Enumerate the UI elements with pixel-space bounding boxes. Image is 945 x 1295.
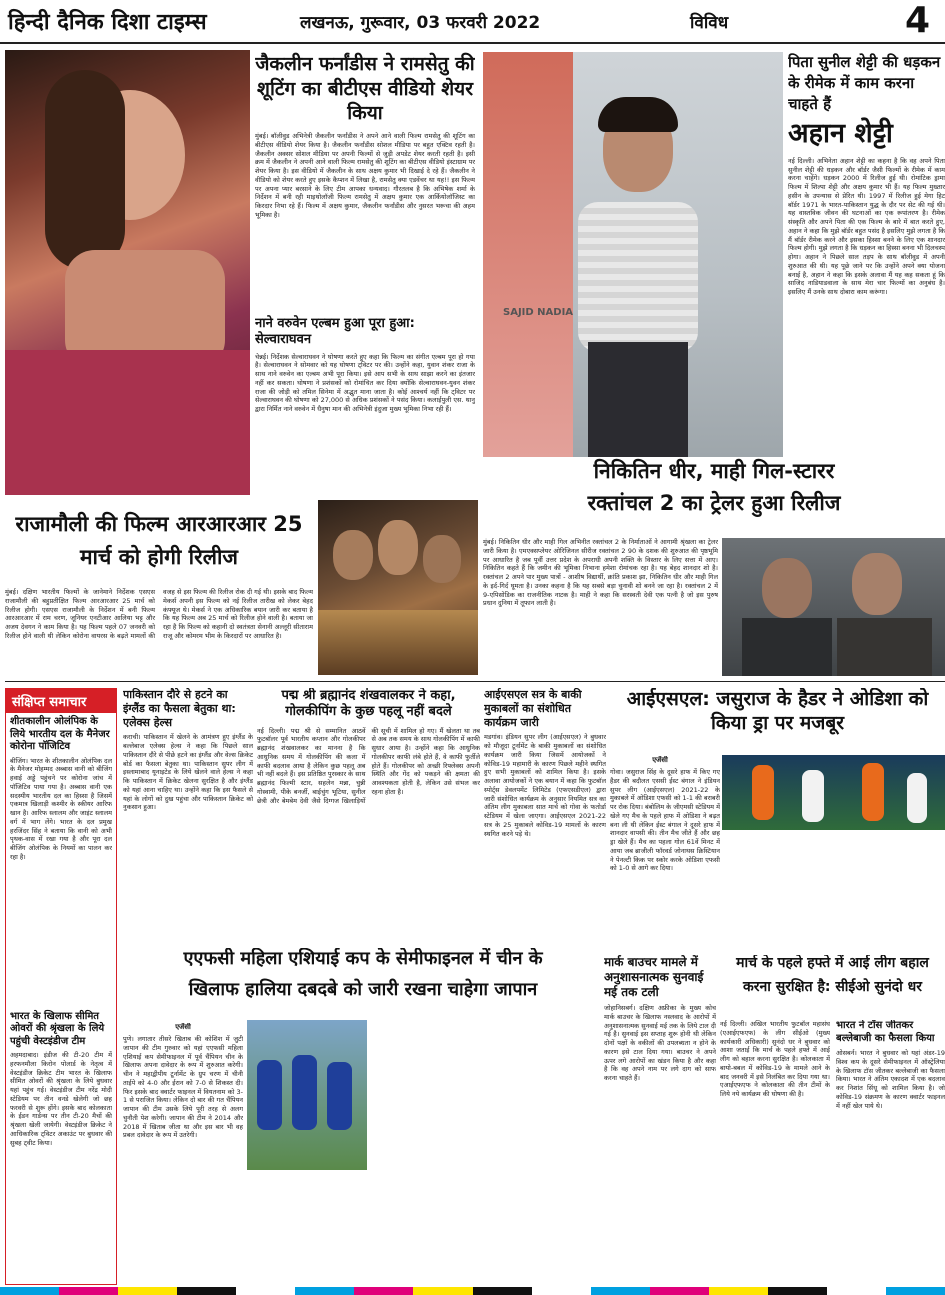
- afc-headline: [123, 948, 603, 1018]
- page-number: 4: [905, 0, 931, 41]
- isl-draw-byline: एजेंसी: [652, 756, 668, 764]
- dateline: लखनऊ, गुरूवार, 03 फरवरी 2022: [300, 13, 541, 33]
- selva-subhead: नाने वरुवेन एल्बम हुआ पूरा हुआ: सेल्वाराघवन: [255, 316, 415, 348]
- isl-match-photo: [722, 755, 945, 830]
- boucher-article: [604, 955, 716, 1285]
- eng-pak-headline: पाकिस्तान दौरे से हटने का इंग्लैंड का फैसला बेतुका था: एलेक्स हेल्स: [123, 688, 236, 729]
- rakhtanchal-headline-1: निकितिन धीर, माही गिल-स्टारर: [593, 459, 835, 483]
- news-brief-sidebar: [5, 688, 117, 1285]
- isl-draw-article: [610, 768, 720, 953]
- brahmanand-article: [257, 688, 480, 943]
- news-brief-header: संक्षिप्त समाचार: [6, 689, 116, 713]
- paper-name: हिन्दी दैनिक दिशा टाइम्स: [8, 9, 207, 35]
- brief-1-headline: शीतकालीन ओलंपिक के लिये भारतीय दल के मैनेजर कोरोना पॉजिटिव: [10, 716, 110, 752]
- league-body: नई दिल्ली। अखिल भारतीय फुटबॉल महासंघ (एआईएफएफ) के लीग सीईओ (मुख्य कार्यकारी अधिकारी) सुनंदो धर ने बुधवार को आशा जताई कि मार्च के पहले हफ्ते में आई लीग को बहाल करना सुरक्षित है। कोलकाता में बायो-बबल में कोविड-19 के मामले आने के बाद जनवरी में इसे निलंबित कर दिया गया था। एआईएफएफ ने कोलकाता की तीन टीमों के लिये नये कार्यक्रम की घोषणा की है।: [720, 1020, 830, 1099]
- rakhtanchal-headline-2: रक्तांचल 2 का ट्रेलर हुआ रिलीज: [587, 491, 841, 516]
- jacqueline-headline: जैकलीन फर्नांडीस ने रामसेतु की शूटिंग का बीटीएस वीडियो शेयर किया: [255, 53, 475, 125]
- masthead: [0, 0, 945, 44]
- ahan-headline: पिता सुनील शेट्टी की धड़कन के रीमेक में काम करना चाहते हैं: [788, 53, 941, 113]
- ahan-headline-name: अहान शेट्टी: [788, 118, 893, 149]
- printer-color-strip: [0, 1287, 945, 1295]
- afc-byline: एजेंसी: [175, 1023, 191, 1031]
- eng-pak-body: कराची। पाकिस्तान में खेलने के आमंत्रण हुए इंग्लैंड के बल्लेबाज एलेक्स हेल्स ने कहा कि पिछले साल पाकिस्तान दौरे से पीछे हटने का इंग्लैंड और वेल्स क्रिकेट बोर्ड का फैसला बेतुका था। पाकिस्तान सुपर लीग में इस्लामाबाद यूनाइटेड के लिये खेलने वाले हेल्स ने कहा कि पाकिस्तान में क्रिकेट खेलना सुरक्षित है और इंग्लैंड को यहां आना चाहिए था। उन्होंने कहा कि इस फैसले से यहां के लोगों को दुख पहुंचा और पाकिस्तान क्रिकेट को नुकसान हुआ।: [123, 733, 253, 812]
- boucher-headline: मार्क बाउचर मामले में अनुशासनात्मक सुनवाई मई तक टली: [604, 955, 704, 999]
- ahan-photo: [483, 52, 783, 457]
- rrr-article: [5, 588, 313, 678]
- brief-2-headline: भारत के खिलाफ सीमित ओवरों की श्रृंखला के लिये पहुंची वेस्टइंडीज टीम: [10, 1010, 105, 1047]
- brahmanand-headline: पद्म श्री ब्रह्मानंद शंखवालकर ने कहा, गोलकीपिंग के कुछ पहलू नहीं बदले: [281, 688, 456, 720]
- isl-fixtures-article: [484, 688, 606, 943]
- section-name: विविध: [690, 13, 729, 33]
- jacqueline-photo: [5, 50, 250, 495]
- rakhtanchal-headline: [483, 458, 945, 536]
- afc-headline-1: एएफसी महिला एशियाई कप के सेमीफाइनल में चीन के: [183, 948, 543, 969]
- league-headline-1: मार्च के पहले हफ्ते में आई लीग बहाल: [736, 955, 929, 971]
- eng-pak-article: [123, 688, 253, 943]
- ahan-photo-caption: SAJID NADIA: [503, 307, 574, 318]
- ahan-article: [788, 52, 945, 457]
- league-article: [720, 1020, 830, 1285]
- rrr-poster: [318, 500, 478, 675]
- india-toss-body: ओसबर्न। भारत ने बुधवार को यहां अंडर-19 विश्व कप के दूसरे सेमीफाइनल में ऑस्ट्रेलिया के खिलाफ टॉस जीतकर बल्लेबाजी का फैसला किया। भारत ने अंतिम एकादश में एक बदलाव कर निशांत सिंधू को शामिल किया है। जो कोविड-19 संक्रमण के कारण क्वार्टर फाइनल में नहीं खेल पाये थे।: [836, 1049, 945, 1110]
- rakhtanchal-body: मुंबई। निकितिन धीर और माही गिल अभिनीत रक्तांचल 2 के निर्माताओं ने आगामी श्रृंखला का ट्रेलर जारी किया है। एमएक्सप्लेयर ओरिजिनल सीरीज रक्तांचल 2 90 के दशक की शुरुआत की पृष्ठभूमि पर आधारित है जब पूर्वी उत्तर प्रदेश के अपराधी अपनी शक्ति के विस्तार के लिए सत्ता में आए। निकितिन कहते हैं कि जमीन की भूमिका निभाना हमेशा रोमांचक रहा है। यह बेहद शानदार शो है। रक्तांचल 2 अपने पार मुख्य पात्रों - आशीष विद्यार्थी, क्रांति प्रकाश झा, निकितिन धीर और माही गिल के इर्द-गिर्द घूमता है। उनका कहना है कि यह सबसे बड़ा चुनावी शो बनने जा रहा है। रक्तांचल 2 में 9-एपिसोडिक का राजनीतिक नाटक है। माही ने कहा कि सरस्वती देवी एक पत्नी है जो इस पुरुष प्रधान दुनिया में तूफान लाती है।: [483, 538, 718, 608]
- jacqueline-body: मुंबई। बॉलीवुड अभिनेत्री जैकलीन फर्नांडीस ने अपने आने वाली फिल्म रामसेतु की शूटिंग का बीटीएस वीडियो शेयर किया है। जैकलीन फर्नांडीस सोशल मीडिया पर बहुत एक्टिव रहती है। जैकलीन अक्सर सोशल मीडिया पर अपनी फिल्मों से जुड़ी अपडेट शेयर करती रहती है। इसी क्रम में जैकलीन ने अपनी आने वाली फिल्म रामसेतु की शूटिंग का बीटीएस वीडियो इंस्टाग्राम पर शेयर किया है। इस वीडियो में जैकलीन के साथ अक्षय कुमार भी दिखाई दे रहे हैं। जैकलीन ने वीडियो को शेयर करते हुए इसके कैप्शन में लिखा है, रामसेतु क्या एडवेंचर था यह!! इस फिल्म पर अपना प्यार बरसाने के लिए टीम आपका धन्यवाद। गौरतलब है कि अभिषेक शर्मा के निर्देशन में बनी रही माइथोलॉजी फिल्म रामसेतु में अक्षय कुमार एक आर्कियोलॉजिस्ट का किरदार निभा रहे हैं। फिल्म में अक्षय कुमार, जैकलीन फर्नांडीस और नुसरत भरूचा की अहम भूमिका है।: [255, 132, 475, 219]
- india-toss-article: [836, 1020, 945, 1285]
- ahan-body: नई दिल्ली। अभिनेता अहान शेट्टी का कहना है कि वह अपने पिता सुनील शेट्टी की धड़कन और बॉर्डर जैसी फिल्मों के रीमेक में काम करना चाहेंगे। धड़कन 2000 में रिलीज हुई थी। रोमांटिक ड्रामा फिल्म में शिल्पा शेट्टी और अक्षय कुमार भी हैं। यह फिल्म मुख्तार हसीन के उपन्यास से प्रेरित थी। 1997 में रिलीज हुई मेगा हिट बॉर्डर 1971 के भारत-पाकिस्तान युद्ध के दौर पर सेट की गई थी। यह वास्तविक जीवन की घटनाओं का एक रूपांतरण है। रीमेक संस्कृति और अपने पिता की एक फिल्म के बारे में बात करते हुए, अहान ने कहा कि मुझे बॉर्डर बहुत पसंद है इसलिए मुझे लगता है कि मैं बॉर्डर रीमेक करने और इसका हिस्सा बनने के लिए एक शानदार फिल्म होगी। मुझे लगता है कि धड़कन का हिस्सा बनना भी दिलचस्प होगा। अहान ने पिछले साल तड़प के साथ बॉलीवुड में अपनी शुरुआत की थी। यह पूछे जाने पर कि उन्होंने अपने क्या योजना बनाई है, अहान ने कहा कि इसके अलावा मैं यह कह सकता हूं कि साजिद नाडियाडवाला के साथ मेरा चार फिल्मों का अनुबंध है। इसलिए मैं उनके साथ दोबारा काम करूंगा।: [788, 156, 945, 297]
- horizontal-rule: [5, 681, 945, 682]
- india-toss-headline: भारत ने टॉस जीतकर बल्लेबाजी का फैसला किया: [836, 1020, 935, 1044]
- jacqueline-article: [255, 52, 475, 497]
- afc-team-photo: [247, 1020, 367, 1170]
- rakhtanchal-article: [483, 538, 718, 678]
- brahmanand-body: नई दिल्ली। पद्म श्री से सम्मानित आठवें फुटबॉलर पूर्व भारतीय कप्तान और गोलकीपर ब्रह्मानंद शंखवालकर का मानना है कि आधुनिक समय में गोलकीपिंग की कला में काफी बदलाव आया है लेकिन कुछ पहलू अब भी नहीं बदले हैं। इस प्रतिष्ठित पुरस्कार के साथ ब्रह्मानंद फिल्मी स्टार, सहलेन मन्ना, चुन्नी गोस्वामी, पीके बनर्जी, बाईचुंग भूटिया, सुनील छेत्री और बेमबेम देवी जैसे दिग्गज खिलाड़ियों की सूची में शामिल हो गए। मैं खेलता था तब से अब तक समय के साथ गोलकीपिंग में काफी सुधार आया है। उन्होंने कहा कि आधुनिक गोलकीपर काफी लंबे होते हैं, वे काफी फुर्तीले होते हैं। गोलकीपर को अच्छी रिफ्लेक्स अपनी स्थिति और गेंद को पकड़ने की क्षमता की आवश्यकता होती है, लेकिन उसे संभल कर रहना होता है।: [257, 726, 480, 805]
- league-headline: [720, 955, 945, 1017]
- afc-headline-2: खिलाफ हालिया दबदबे को जारी रखना चाहेगा जापान: [188, 978, 538, 1000]
- brief-1-body: बीजिंग। भारत के शीतकालीन ओलंपिक दल के मैनेजर मोहम्मद अब्बास वानी को बीजिंग हवाई अड्डे पहुंचने पर कोरोना जांच में पॉजिटिव पाया गया है। अब्बास वानी एक सदस्यीय भारतीय दल का हिस्सा है जिसमें एकमात्र खिलाड़ी कश्मीर के स्कीयर आरिफ खान है। आरिफ स्लालम और जाइंट स्लालम वर्ग में भाग लेंगे। भारत के दल प्रमुख हरजिंदर सिंह ने बताया कि वानी को अभी पृथक-वास में रखा गया है और पूरा दल बीजिंग ओलंपिक के नियमों का पालन कर रहा है।: [10, 756, 112, 861]
- rrr-body: मुंबई। दक्षिण भारतीय फिल्मों के जानेमाने निर्देशक एसएस राजामौली की बहुप्रतीक्षित फिल्म आरआरआर 25 मार्च को रिलीज होगी। एसएस राजामौली के निर्देशन में बनी फिल्म आरआरआर में राम चरण, जूनियर एनटीआर आलिया भट्ट और अजय देवगन ने काम किया है। यह फिल्म पहले 07 जनवरी को रिलीज होने वाली थी लेकिन कोरोना वायरस के बढ़ते मामलों की वजह से इस फिल्म की रिलीज रोक दी गई थी। इसके बाद फिल्म मेकर्स अपनी इस फिल्म को नई रिलीज तारीख को लेकर बेहद कंफ्यूज थे। मेकर्स ने एक अधिकारिक बयान जारी कर बताया है कि यह फिल्म अब 25 मार्च को रिलीज होने वाली है। बताया जा रहा है कि फिल्म को कहानी दो स्वतंत्रता सेनानी अल्लूरी सीताराम राजू और कोमरम भीम के किरदारों पर आधारित है।: [5, 588, 313, 640]
- league-headline-2: करना सुरक्षित है: सीईओ सुनंदो धर: [742, 978, 923, 995]
- afc-body: पुणे। लगातार तीसरे खिताब की कोशिश में जुटी जापान की टीम गुरुवार को यहां एएफसी महिला एशियाई कप सेमीफाइनल में पूर्व चैंपियन चीन के खिलाफ अपना दावेदार के रूप में शुरुआत करेगी। चीन ने महाद्वीपीय टूर्नामेंट के ग्रुप चरण में चीनी ताईपे को 4-0 और ईरान को 7-0 से शिकस्त दी। फिर इसके बाद क्वार्टर फाइनल में वियतनाम को 3-1 से पराजित किया। लेकिन दो बार की गत चैंपियन जापान की टीम उसके लिये पूरी तरह से अलग चुनौती पेश करेगी। जापान की टीम ने 2014 और 2018 में खिताब जीता था और इस बार भी वह प्रबल दावेदार के रूप में उतरेगी।: [123, 1035, 243, 1140]
- isl-draw-headline-text: आईएसएल: जसुराज के हैडर ने ओडिशा को किया ड्रा पर मजबूर: [626, 688, 929, 734]
- boucher-body: जोहानिसबर्ग। दक्षिण अफ्रीका के मुख्य कोच मार्क बाउचर के खिलाफ नस्लवाद के आरोपों में अनुशासनात्मक सुनवाई मई तक के लिये टाल दी गई है। सुनवाई इस सप्ताह शुरू होनी थी लेकिन दोनों पक्षों के वकीलों की उपलब्धता न होने के कारण इसे टाल दिया गया। बाउचर ने अपने ऊपर लगे आरोपों का खंडन किया है और कहा है कि वह अपने नाम पर लगे दाग को साफ करना चाहते हैं।: [604, 1004, 716, 1083]
- brief-2-body: अहमदाबाद। इंडीज की टी-20 टीम में हरफनमौला किरोन पोलार्ड के नेतृत्व में वेस्टइंडीज क्रिकेट टीम भारत के खिलाफ सीमित ओवरों की श्रृंखला के लिये बुधवार यहां पहुंच गई। वेस्टइंडीज टीम नरेंद्र मोदी स्टेडियम पर तीन वनडे खेलेगी जो छह फरवरी से शुरू होंगे। इसके बाद कोलकाता के ईडन गार्डन्स पर तीन टी-20 मैचों की श्रृंखला खेली जायेगी। वेस्टइंडीज क्रिकेट ने आधिकारिक ट्विटर अकाउंट पर बुधवार की सुबह ट्वीट किया।: [10, 1051, 112, 1147]
- rakhtanchal-photo: [722, 538, 945, 676]
- rrr-headline: [5, 508, 313, 586]
- isl-draw-headline: [610, 688, 945, 750]
- isl-draw-body: गोवा। जसुराज सिंह के दूसरे हाफ में किए गए हैडर की बदौलत एससी ईस्ट बंगाल ने इंडियन सुपर लीग (आईएसएल) 2021-22 के मुकाबले में ओडिशा एफसी को 1-1 की बराबरी पर रोक दिया। बंबोलिम के जीएमसी स्टेडियम में खेले गए मैच के पहले हाफ में ओडिशा ने बढ़त बना ली थी लेकिन ईस्ट बंगाल ने दूसरे हाफ में शानदार वापसी की। तीन मैच जीते हैं और छह ड्रा खेले हैं। मैच का पहला गोल 61वें मिनट में आया जब ब्राजीली फॉरवर्ड जोनाथस क्रिस्टियान ने पेनल्टी किक पर स्कोर करके ओडिशा एफसी को 1-0 से आगे कर दिया।: [610, 768, 720, 873]
- afc-article: [123, 1035, 243, 1285]
- selva-body: चेन्नई। निर्देशक सेल्वाराघवन ने घोषणा करते हुए कहा कि फिल्म का संगीत एल्बम पूरा हो गया है। सेल्वाराघवन ने सोमवार को यह घोषणा ट्विटर पर की। उन्होंने कहा, युवान शंकर राजा के साथ नाने वरुवेन का एल्बम अभी पूरा किया। इसे आप सभी के साथ साझा करने का इंतजार नहीं कर सकता। घोषणा ने प्रशंसकों को रोमांचित कर दिया क्योंकि सेल्वाराघवन-युवन शंकर राजा की जोड़ी को तमिल सिनेमा में अद्भुत माना जाता है। कोई आश्चर्य नहीं कि ट्विटर पर सेल्वाराघवन की घोषणा को 27,000 से अधिक प्रशंसकों ने पसंद किया। कलाईपुली एस. थानु द्वारा निर्मित नाने वरुवेन में धैनुषा मान की अभिनेत्री इंदुजा मुख्य भूमिका निभा रही हैं।: [255, 352, 475, 414]
- isl-fixtures-headline: आईएसएल सत्र के बाकी मुकाबलों का संशोधित कार्यक्रम जारी: [484, 688, 582, 729]
- rrr-headline-text: राजामौली की फिल्म आरआरआर 25 मार्च को होगी रिलीज: [15, 512, 303, 569]
- isl-fixtures-body: मडगांव। इंडियन सुपर लीग (आईएसएल) ने बुधवार को मौजूदा टूर्नामेंट के बाकी मुकाबलों का संशोधित कार्यक्रम जारी किया जिसमें आयोजकों ने कोविड-19 महामारी के कारण पिछले महीने स्थगित हुए सभी मुकाबलों को शामिल किया है। इसके अलावा आयोजकों ने एक बयान में कहा कि फुटबॉल स्पोर्ट्स डेवलपमेंट लिमिटेड (एफएसडीएल) द्वारा जारी संशोधित कार्यक्रम के अनुसार नियमित सत्र का अंतिम लीग मुकाबला सात मार्च को गोवा के फतोर्डा स्टेडियम में खेला जाएगा। आईएसएल 2021-22 सत्र के 25 मुकाबले कोविड-19 मामलों के कारण स्थगित करने पड़े थे।: [484, 733, 606, 838]
